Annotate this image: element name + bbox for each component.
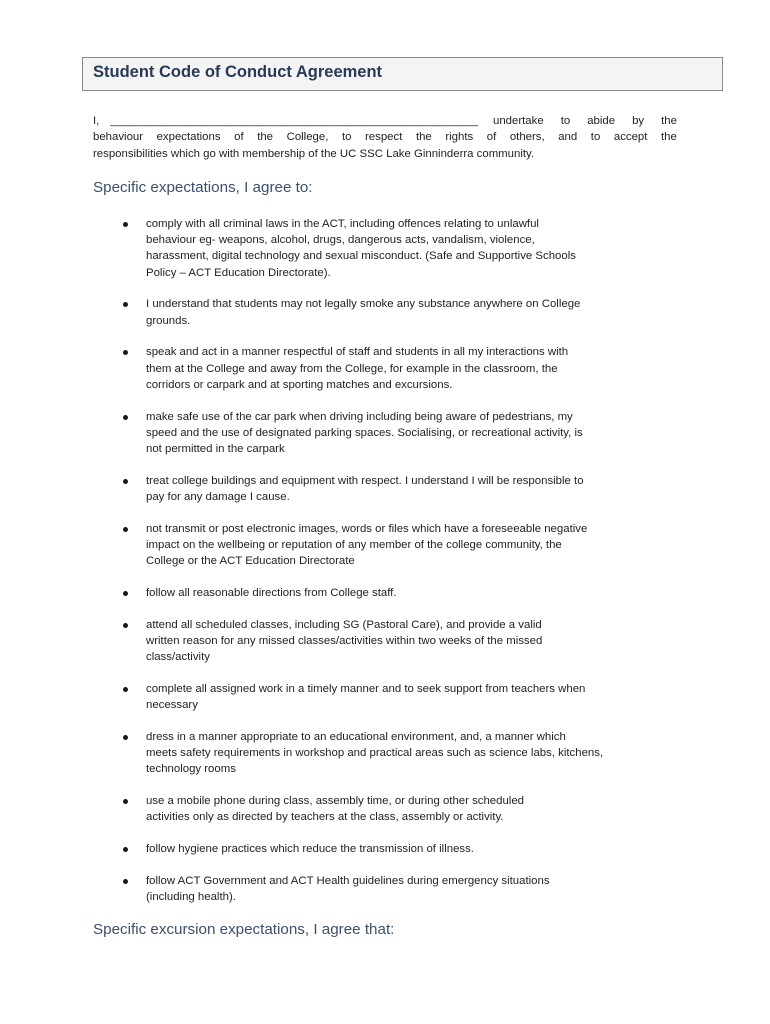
intro-word: the [257, 131, 274, 144]
list-item-text: meets safety requirements in workshop and practical areas such as science labs, kitchens, [146, 747, 604, 760]
list-item [93, 681, 683, 713]
list-item-text: harassment, digital technology and sexual misconduct. (Safe and Supportive Schools [146, 250, 576, 263]
bullet-icon [123, 479, 128, 484]
list-item-text: I understand that students may not legally smoke any substance anywhere on College [146, 298, 581, 311]
intro-word: to [590, 131, 601, 144]
intro-word: rights [445, 131, 474, 144]
bullet-icon [123, 222, 128, 227]
list-item-text: written reason for any missed classes/activities within two weeks of the missed [146, 635, 543, 648]
section-heading-excursion: Specific excursion expectations, I agree that: [93, 921, 395, 938]
list-item-text: complete all assigned work in a timely manner and to seek support from teachers when [146, 683, 586, 696]
list-item-text: corridors or carpark and at sporting matches and excursions. [146, 378, 453, 391]
intro-word: of [486, 131, 497, 144]
list-item-text: follow all reasonable directions from College staff. [146, 587, 397, 600]
title-box [82, 57, 723, 91]
list-item-text: not transmit or post electronic images, words or files which have a foreseeable negative [146, 522, 588, 535]
intro-word: and [558, 131, 578, 144]
list-item-text: them at the College and away from the College, for example in the classroom, the [146, 362, 558, 375]
intro-word: to [341, 131, 352, 144]
expectations-list [93, 216, 683, 921]
page-title: Student Code of Conduct Agreement [93, 63, 383, 81]
bullet-icon [123, 302, 128, 307]
intro-paragraph [93, 113, 677, 162]
list-item-text: speak and act in a manner respectful of staff and students in all my interactions with [146, 346, 569, 359]
list-item-text: Policy – ACT Education Directorate). [146, 266, 331, 279]
intro-word: respect [365, 131, 403, 144]
list-item [93, 473, 683, 505]
list-item-text: grounds. [146, 314, 191, 327]
intro-word: the [660, 131, 677, 144]
intro-word: the [415, 131, 432, 144]
bullet-icon [123, 879, 128, 884]
list-item [93, 296, 683, 328]
intro-line-3: responsibilities which go with membership of the UC SSC Lake Ginninderra community. [93, 147, 535, 160]
list-item [93, 873, 683, 905]
name-blank-line: __________________________________________________________ [110, 115, 478, 127]
intro-word: behaviour [93, 131, 144, 144]
intro-word: the [661, 115, 677, 127]
list-item [93, 521, 683, 570]
bullet-icon [123, 415, 128, 420]
intro-word: others, [509, 131, 545, 144]
list-item-text: behaviour eg- weapons, alcohol, drugs, dangerous acts, vandalism, violence, [146, 234, 535, 247]
intro-word: of [234, 131, 244, 144]
list-item-text: follow ACT Government and ACT Health guidelines during emergency situations [146, 875, 550, 888]
intro-word: College, [286, 131, 329, 144]
list-item-text: use a mobile phone during class, assembly time, or during other scheduled [146, 795, 524, 808]
intro-start [93, 113, 478, 129]
intro-pronoun: I, [93, 115, 100, 127]
bullet-icon [123, 687, 128, 692]
list-item-text: necessary [146, 699, 198, 712]
intro-line-2 [93, 129, 677, 145]
bullet-icon [123, 735, 128, 740]
list-item-text: treat college buildings and equipment with respect. I understand I will be responsible to [146, 474, 584, 487]
list-item-text: speed and the use of designated parking spaces. Socialising, or recreational activity, is [146, 426, 583, 439]
bullet-icon [123, 350, 128, 355]
list-item-text: comply with all criminal laws in the ACT, including offences relating to unlawful [146, 218, 539, 230]
list-item-text: technology rooms [146, 763, 236, 776]
intro-word: abide [587, 115, 616, 127]
list-item [93, 729, 683, 778]
bullet-icon [123, 527, 128, 532]
intro-word: expectations [156, 131, 221, 144]
list-item-text: pay for any damage I cause. [146, 491, 290, 504]
bullet-icon [123, 847, 128, 852]
list-item [93, 793, 683, 825]
list-item [93, 216, 683, 281]
list-item-text: not permitted in the carpark [146, 443, 285, 456]
list-item [93, 409, 683, 458]
intro-word: undertake [493, 115, 544, 127]
list-item-text: class/activity [146, 651, 210, 664]
intro-word: to [560, 115, 571, 127]
list-item-text: dress in a manner appropriate to an educational environment, and, a manner which [146, 731, 566, 744]
intro-line-1-end [493, 113, 677, 129]
section-heading-expectations: Specific expectations, I agree to: [93, 179, 313, 196]
list-item [93, 841, 683, 857]
list-item [93, 344, 683, 393]
list-item-text: activities only as directed by teachers at the class, assembly or activity. [146, 811, 504, 824]
list-item [93, 585, 683, 601]
list-item-text: (including health). [146, 891, 236, 904]
list-item-text: impact on the wellbeing or reputation of any member of the college community, the [146, 539, 562, 552]
intro-word: accept [613, 131, 648, 144]
bullet-icon [123, 591, 128, 596]
list-item-text: follow hygiene practices which reduce the transmission of illness. [146, 843, 474, 856]
bullet-icon [123, 623, 128, 628]
list-item-text: College or the ACT Education Directorate [146, 555, 355, 568]
intro-line-1 [93, 113, 677, 129]
list-item-text: make safe use of the car park when driving including being aware of pedestrians, my [146, 410, 573, 423]
list-item-text: attend all scheduled classes, including SG (Pastoral Care), and provide a valid [146, 618, 542, 631]
list-item [93, 617, 683, 666]
bullet-icon [123, 799, 128, 804]
intro-word: by [632, 115, 645, 127]
